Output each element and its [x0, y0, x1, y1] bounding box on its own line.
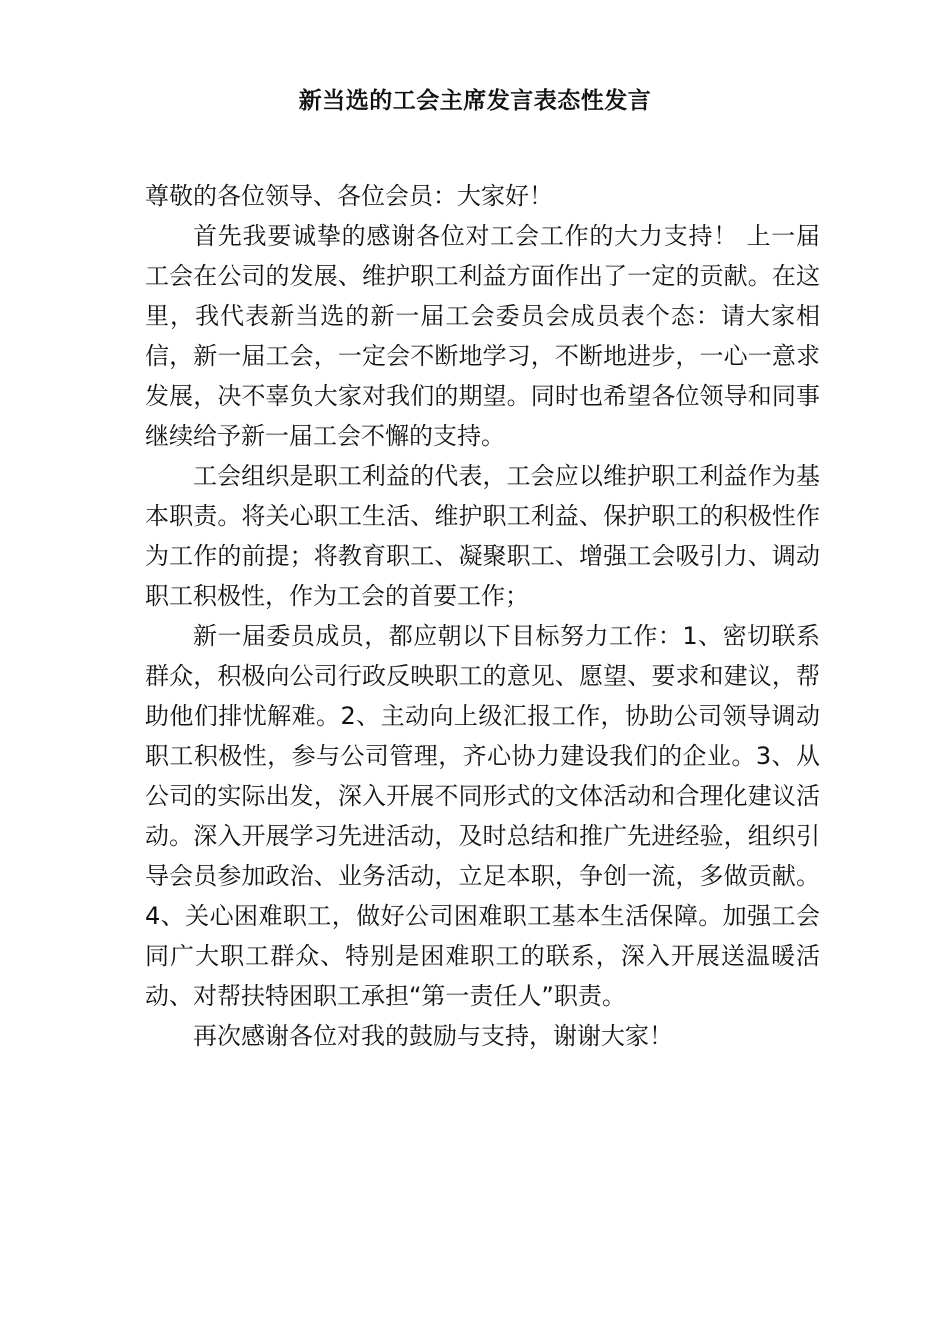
greeting-line: 尊敬的各位领导、各位会员：大家好！	[145, 182, 553, 210]
paragraph-thanks: 首先我要诚挚的感谢各位对工会工作的大力支持！ 上一届工会在公司的发展、维护职工利益方面作出了一定的贡献。在这里，我代表新当选的新一届工会委员会成员表个态：请大家相信，新一届工会，一定会不断地学习，不断地进步，一心一意求发展，决不辜负大家对我们的期望。同时也希望各位领导和同事继续给予新一届工会不懈的支持。	[145, 222, 820, 450]
paragraph-goals: 新一届委员成员，都应朝以下目标努力工作：1、密切联系群众，积极向公司行政反映职工的意见、愿望、要求和建议，帮助他们排忧解难。2、主动向上级汇报工作，协助公司领导调动职工积极性，参与公司管理，齐心协力建设我们的企业。3、从公司的实际出发，深入开展不同形式的文体活动和合理化建议活动。深入开展学习先进活动，及时总结和推广先进经验，组织引导会员参加政治、业务活动，立足本职，争创一流，多做贡献。4、关心困难职工，做好公司困难职工基本生活保障。加强工会同广大职工群众、特别是困难职工的联系，深入开展送温暖活动、对帮扶特困职工承担“第一责任人”职责。	[145, 622, 820, 1010]
document-body	[145, 176, 820, 1056]
paragraph-closing: 再次感谢各位对我的鼓励与支持，谢谢大家！	[193, 1022, 673, 1050]
document-title: 新当选的工会主席发言表态性发言	[298, 88, 652, 114]
paragraph-union-role: 工会组织是职工利益的代表，工会应以维护职工利益作为基本职责。将关心职工生活、维护职工利益、保护职工的积极性作为工作的前提；将教育职工、凝聚职工、增强工会吸引力、调动职工积极性，作为工会的首要工作；	[145, 462, 820, 610]
